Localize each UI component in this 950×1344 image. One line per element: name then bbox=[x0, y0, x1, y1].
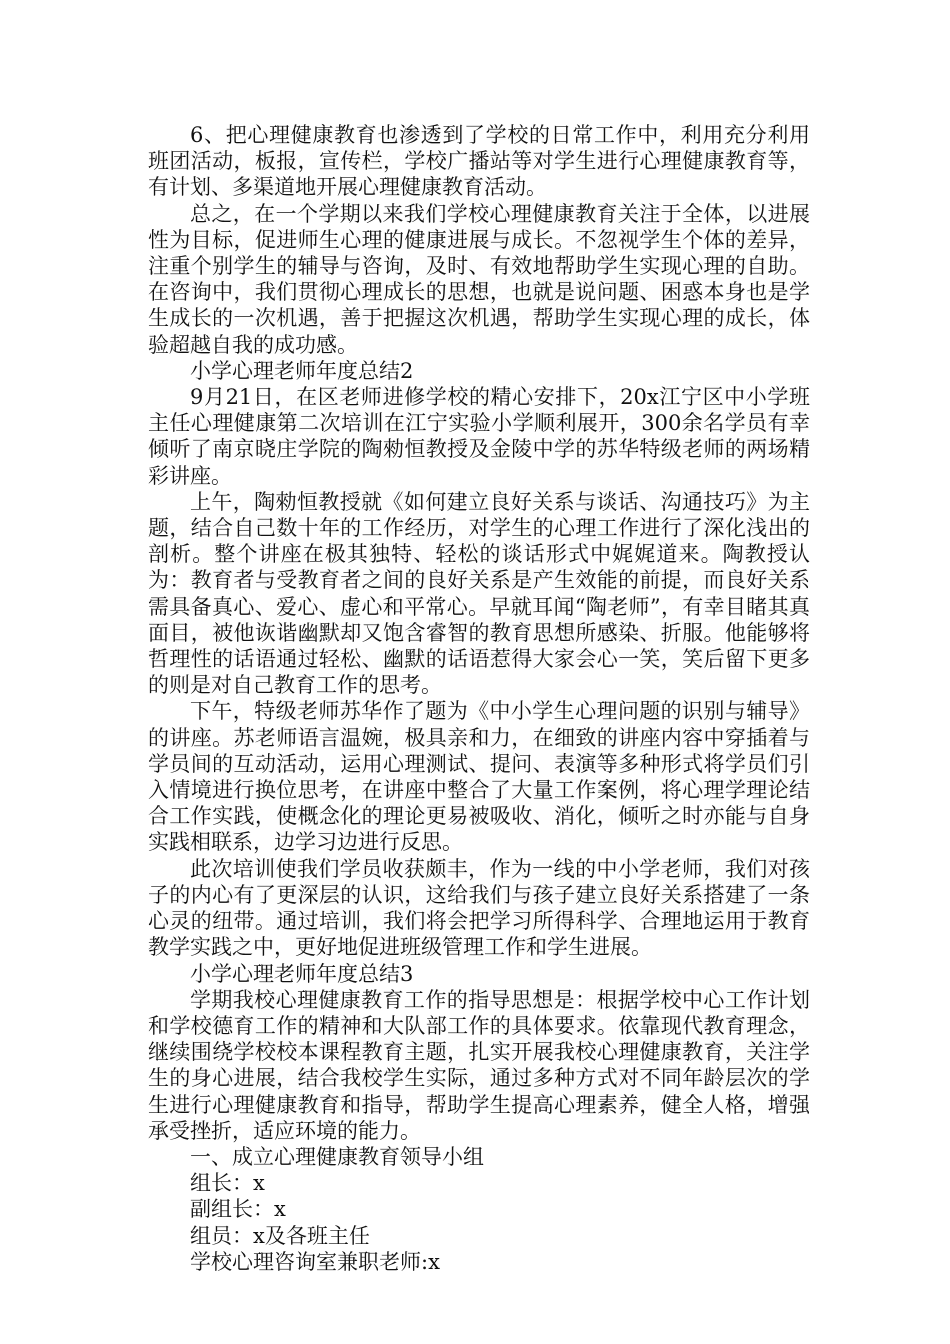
paragraph-morning-lecture: 上午，陶勑恒教授就《如何建立良好关系与谈话、沟通技巧》为主题，结合自己数十年的工作经历，对学生的心理工作进行了深化浅出的剖析。整个讲座在极其独特、轻松的谈话形式中娓娓道来。陶教授认为：教育者与受教育者之间的良好关系是产生效能的前提，而良好关系需具备真心、爱心、虚心和平常心。早就耳闻“陶老师”，有幸目睹其真面目，被他诙谐幽默却又饱含睿智的教育思想所感染、折服。他能够将哲理性的话语通过轻松、幽默的话语惹得大家会心一笑，笑后留下更多的则是对自己教育工作的思考。 bbox=[148, 489, 810, 698]
paragraph-training-gain: 此次培训使我们学员收获颇丰，作为一线的中小学老师，我们对孩子的内心有了更深层的认识，这给我们与孩子建立良好关系搭建了一条心灵的纽带。通过培训，我们将会把学习所得科学、合理地运用于教育教学实践之中，更好地促进班级管理工作和学生进展。 bbox=[148, 856, 810, 960]
group-leader: 组长：x bbox=[190, 1171, 265, 1196]
section-title-2: 小学心理老师年度总结2 bbox=[190, 358, 414, 383]
section-title-3: 小学心理老师年度总结3 bbox=[190, 961, 414, 986]
paragraph-guiding-idea: 学期我校心理健康教育工作的指导思想是：根据学校中心工作计划和学校德育工作的精神和大队部工作的具体要求。依靠现代教育理念，继续围绕学校校本课程教育主题，扎实开展我校心理健康教育，关注学生的身心进展，结合我校学生实际，通过多种方式对不同年龄层次的学生进行心理健康教育和指导，帮助学生提高心理素养，健全人格，增强承受挫折，适应环境的能力。 bbox=[148, 987, 810, 1143]
document-body bbox=[148, 122, 810, 1275]
paragraph-item-6: 6、把心理健康教育也渗透到了学校的日常工作中，利用充分利用班团活动，板报，宣传栏，学校广播站等对学生进行心理健康教育等，有计划、多渠道地开展心理健康教育活动。 bbox=[148, 123, 810, 200]
counseling-teacher: 学校心理咨询室兼职老师:x bbox=[190, 1249, 440, 1274]
paragraph-afternoon-lecture: 下午，特级老师苏华作了题为《中小学生心理问题的识别与辅导》的讲座。苏老师语言温婉，极具亲和力，在细致的讲座内容中穿插着与学员间的互动活动，运用心理测试、提问、表演等多种形式将学员们引入情境进行换位思考，在讲座中整合了大量工作案例，将心理学理论结合工作实践，使概念化的理论更易被吸收、消化，倾听之时亦能与自身实践相联系，边学习边进行反思。 bbox=[148, 699, 810, 855]
paragraph-training-intro: 9月21日，在区老师进修学校的精心安排下，20x江宁区中小学班主任心理健康第二次培训在江宁实验小学顺利展开，300余名学员有幸倾听了南京晓庄学院的陶勑恒教授及金陵中学的苏华特级老师的两场精彩讲座。 bbox=[148, 385, 810, 488]
group-members: 组员：x及各班主任 bbox=[190, 1223, 370, 1248]
paragraph-summary: 总之，在一个学期以来我们学校心理健康教育关注于全体，以进展性为目标，促进师生心理的健康进展与成长。不忽视学生个体的差异，注重个别学生的辅导与咨询，及时、有效地帮助学生实现心理的自助。在咨询中，我们贯彻心理成长的思想，也就是说问题、困惑本身也是学生成长的一次机遇，善于把握这次机遇，帮助学生实现心理的成长，体验超越自我的成功感。 bbox=[148, 201, 810, 357]
heading-leadership-group: 一、成立心理健康教育领导小组 bbox=[190, 1144, 484, 1169]
deputy-group-leader: 副组长：x bbox=[190, 1197, 286, 1222]
